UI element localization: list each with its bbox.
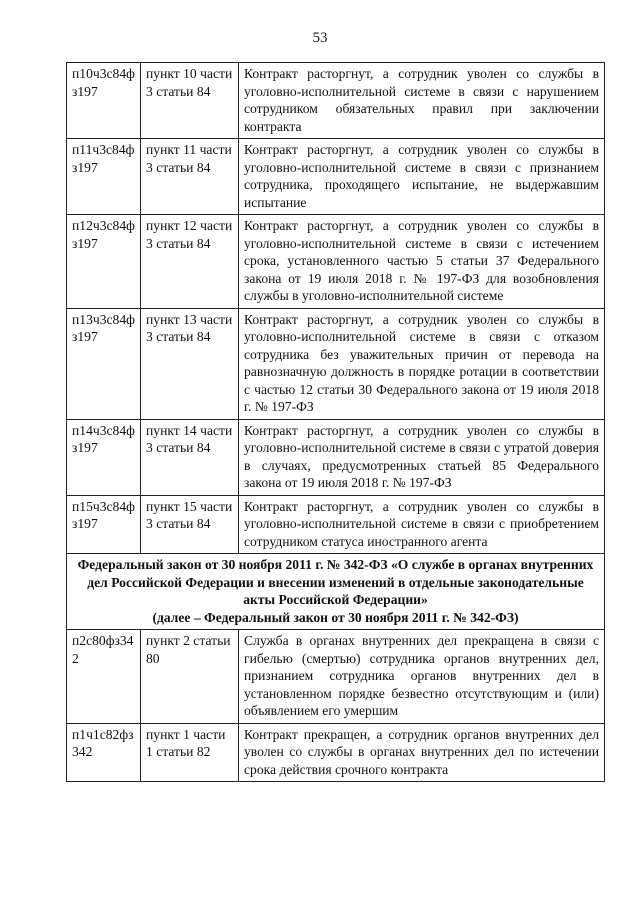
description-cell: Контракт расторгнут, а сотрудник уволен со службы в уголовно-исполнительной системе в связи с нарушением сотрудником обязательных правил при заключении контракта <box>239 63 605 139</box>
law-title: Федеральный закон от 30 ноября 2011 г. № 342-ФЗ «О службе в органах внутренних дел Российской Федерации и внесении изменений в отдельные законодательные акты Российской Федерации» <box>77 557 594 607</box>
basis-cell: пункт 10 части 3 статьи 84 <box>141 63 239 139</box>
basis-cell: пункт 15 части 3 статьи 84 <box>141 495 239 554</box>
basis-cell: пункт 11 части 3 статьи 84 <box>141 139 239 215</box>
table-row <box>67 419 605 495</box>
description-cell: Контракт расторгнут, а сотрудник уволен со службы в уголовно-исполнительной системе в связи с утратой доверия в случаях, предусмотренных статьей 85 Федерального закона от 19 июля 2018 г. № 197-ФЗ <box>239 419 605 495</box>
table-row <box>67 723 605 782</box>
basis-cell: пункт 12 части 3 статьи 84 <box>141 215 239 309</box>
table-row <box>67 63 605 139</box>
description-cell: Контракт расторгнут, а сотрудник уволен со службы в уголовно-исполнительной системе в связи с отказом сотрудника без уважительных причин от перевода на равнозначную должность в порядке ротации в соответствии с частью 12 статьи 30 Федерального закона от 19 июля 2018 г. № 197-ФЗ <box>239 308 605 419</box>
table-row <box>67 308 605 419</box>
code-cell: п11ч3с84ф з197 <box>67 139 141 215</box>
law-abbreviation: (далее – Федеральный закон от 30 ноября 2011 г. № 342-ФЗ) <box>152 609 519 625</box>
table-row <box>67 630 605 724</box>
code-cell: п10ч3с84ф з197 <box>67 63 141 139</box>
description-cell: Контракт расторгнут, а сотрудник уволен со службы в уголовно-исполнительной системе в связи с признанием сотрудника, проходящего испытание, не выдержавшим испытание <box>239 139 605 215</box>
table-row <box>67 215 605 309</box>
table-row <box>67 139 605 215</box>
code-cell: п2с80фз34 2 <box>67 630 141 724</box>
code-cell: п1ч1с82фз 342 <box>67 723 141 782</box>
code-cell: п14ч3с84ф з197 <box>67 419 141 495</box>
basis-cell: пункт 13 части 3 статьи 84 <box>141 308 239 419</box>
basis-cell: пункт 14 части 3 статьи 84 <box>141 419 239 495</box>
code-cell: п15ч3с84ф з197 <box>67 495 141 554</box>
description-cell: Контракт расторгнут, а сотрудник уволен со службы в уголовно-исполнительной системе в связи с приобретением сотрудником статуса иностранного агента <box>239 495 605 554</box>
basis-cell: пункт 1 части 1 статьи 82 <box>141 723 239 782</box>
basis-cell: пункт 2 статьи 80 <box>141 630 239 724</box>
dismissal-grounds-table <box>66 62 605 782</box>
law-section-heading <box>67 554 605 630</box>
code-cell: п12ч3с84ф з197 <box>67 215 141 309</box>
code-cell: п13ч3с84ф з197 <box>67 308 141 419</box>
table-row <box>67 495 605 554</box>
page-number: 53 <box>312 30 328 46</box>
description-cell: Служба в органах внутренних дел прекращена в связи с гибелью (смертью) сотрудника органов внутренних дел, признанием сотрудника органов внутренних дел в установленном порядке безвестно отсутствующим и (или) объявлением его умершим <box>239 630 605 724</box>
description-cell: Контракт прекращен, а сотрудник органов внутренних дел уволен со службы в органах внутренних дел по истечении срока действия срочного контракта <box>239 723 605 782</box>
description-cell: Контракт расторгнут, а сотрудник уволен со службы в уголовно-исполнительной системе в связи с истечением срока, установленного частью 5 статьи 37 Федерального закона от 19 июля 2018 г. № 197-ФЗ для возобновления службы в уголовно-исполнительной системе <box>239 215 605 309</box>
law-section-row <box>67 554 605 630</box>
